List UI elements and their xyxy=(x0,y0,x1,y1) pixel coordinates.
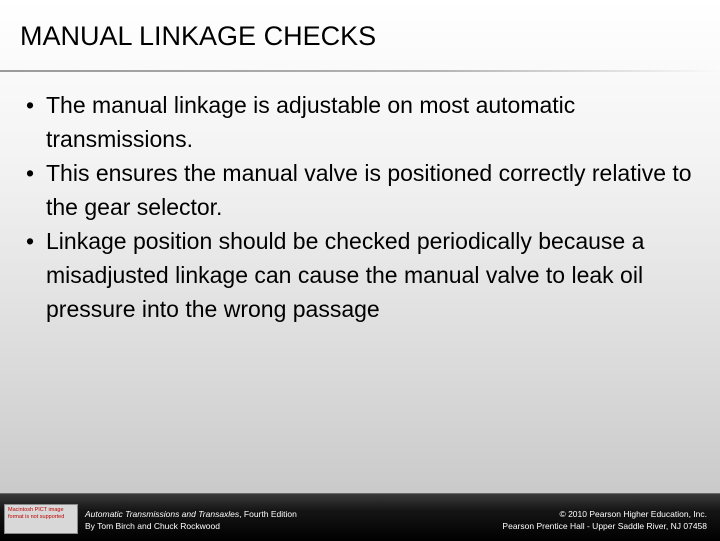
footer-authors: By Tom Birch and Chuck Rockwood xyxy=(85,521,220,531)
footer-publisher: Pearson Prentice Hall - Upper Saddle River, NJ 07458 xyxy=(502,521,707,531)
footer-copyright-info xyxy=(502,508,707,532)
bullet-item xyxy=(26,224,706,326)
bullet-list xyxy=(26,88,706,326)
footer-book-title-line xyxy=(85,508,297,520)
bullet-marker: • xyxy=(26,228,35,254)
title-divider xyxy=(0,70,720,72)
bullet-text: The manual linkage is adjustable on most automatic transmissions. xyxy=(46,92,576,152)
logo-placeholder-text: Macintosh PICT image format is not supported xyxy=(8,507,65,520)
bullet-item xyxy=(26,156,706,224)
bullet-item xyxy=(26,88,706,156)
footer-copyright: © 2010 Pearson Higher Education, Inc. xyxy=(559,509,707,519)
bullet-text: This ensures the manual valve is positioned correctly relative to the gear selector. xyxy=(46,160,692,220)
footer-book-title: Automatic Transmissions and Transaxles xyxy=(85,509,240,519)
footer-edition: , Fourth Edition xyxy=(239,509,297,519)
footer-logo-placeholder xyxy=(4,504,78,534)
bullet-marker: • xyxy=(26,92,35,118)
bullet-marker: • xyxy=(26,160,35,186)
slide-title: MANUAL LINKAGE CHECKS xyxy=(20,21,377,51)
bullet-text: Linkage position should be checked periodically because a misadjusted linkage can cause the manual valve to leak oil pressure into the wrong passage xyxy=(46,228,645,322)
footer-book-info xyxy=(85,508,297,532)
